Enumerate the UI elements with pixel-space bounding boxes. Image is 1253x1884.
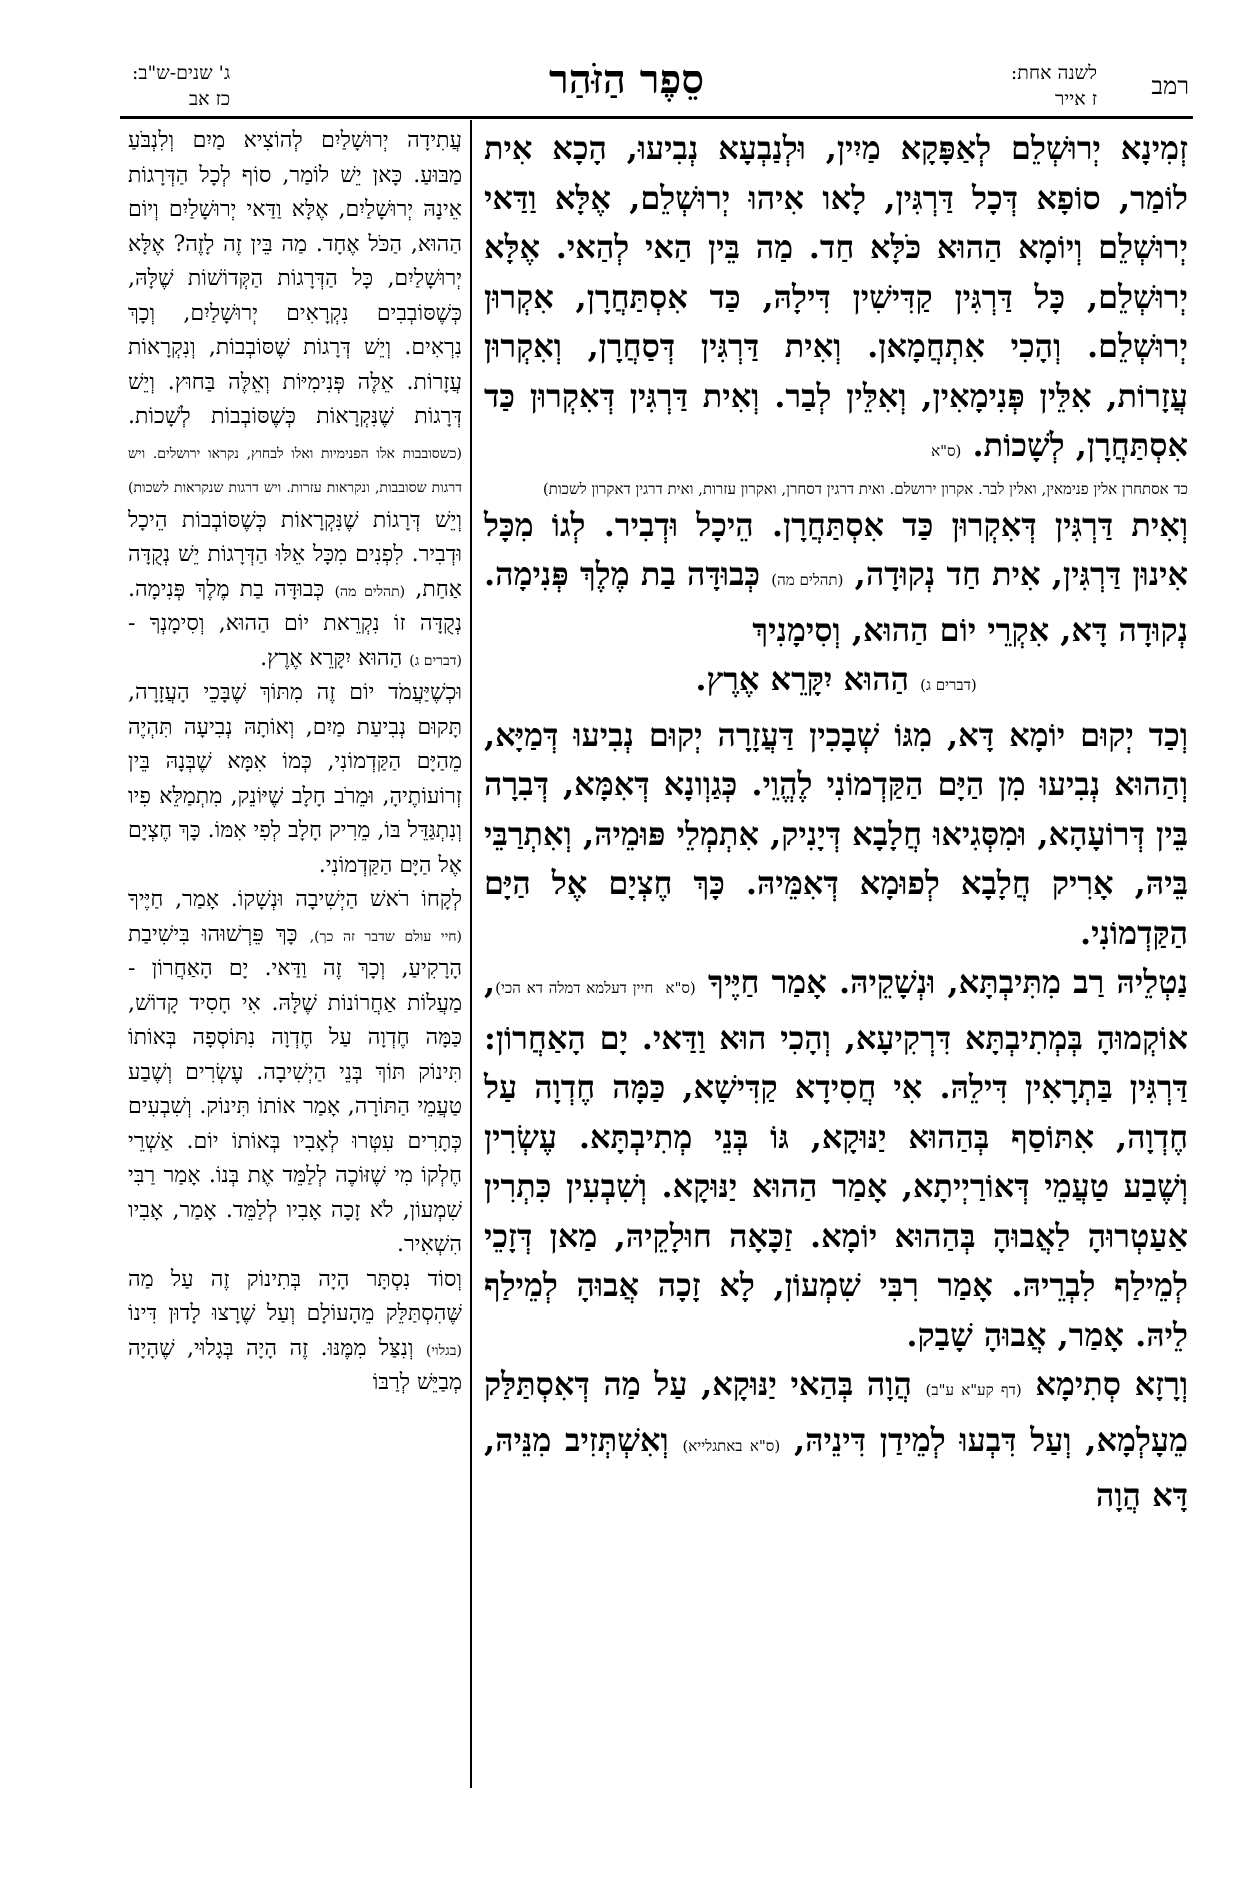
- main-text: וְכַד יְקוּם יוֹמָא דָּא, מִגּוֹ שְׁבָכִין דַּעֲזָרָה יְקוּם נְבִיעוּ דְּמַיָּא, וְהַהוּא נְבִיעוּ מִן הַיָּם הַקַּדְמוֹנִי לֶהֱוֵי. כְּגַוְונָא דְּאִמָּא, דְּבִרָה בֵּין דְּרוֹעָהָא, וּמִסְּגִיאוּ חֲלָבָא דְּיָנִיק, אִתְמְלֵי פּוּמֵיהּ, וְאִתְרַבֵּי בֵּיהּ, אָרִיק חֲלָבָא לְפוּמָא דְּאִמֵּיהּ. כָּךְ חֶצְיָם אֶל הַיָּם הַקַּדְמוֹנִי.: [484, 715, 1189, 952]
- main-text: הֲוָה בְּהַאי יַנּוּקָא, עַל מַה דְּאִסְתַּלַּק מֵעָלְמָא, וְעַל דִּבְעוּ לְמֵידַן דִּינֵיהּ,: [484, 1365, 1189, 1459]
- gloss-variant: (ס"א באתגלייא): [682, 1436, 781, 1455]
- header-right-line1: לשנה אחת:: [1010, 62, 1097, 84]
- side-paragraph-2: [128, 676, 462, 883]
- column-separator: [470, 120, 472, 1788]
- main-text: וְרָזָא סְתִימָא: [1035, 1365, 1188, 1403]
- main-text: הַהוּא יִקָּרֵא אֶרֶץ.: [695, 660, 909, 698]
- header-left-line2: כז אב: [189, 88, 231, 110]
- side-gloss: (בגלוי): [425, 1342, 462, 1359]
- gloss-ref: (ס"א: [931, 442, 962, 460]
- side-verse-ref: (תהלים מה): [334, 583, 406, 600]
- main-paragraph-1b: [484, 501, 1188, 656]
- translation-column: [128, 124, 462, 1401]
- gloss-variant: כד אסתחרן אלין פנימאין, ואלין לבר. אקרון ירושלם. ואית דרגין דסחרן, ואקרון עזרות, ואית דרגין דאקרון לשכות): [542, 479, 1188, 498]
- side-verse-ref: (דברים ג): [409, 652, 462, 669]
- side-paragraph-3: [128, 883, 462, 1263]
- side-paragraph-1: [128, 124, 462, 676]
- main-paragraph-3: [484, 958, 1188, 1360]
- main-text: וְאִית דַּרְגִּין דְּאִקְרוּן כַּד אִסְתַּחֲרָן. הֵיכָל וּדְבִיר. לְגוֹ מִכָּל אִינוּן דַּרְגִּין, אִית חַד נְקוּדָה,: [484, 505, 1189, 593]
- side-text: עֲתִידָה יְרוּשָׁלַיִם לְהוֹצִיא מַיִם וְלִנְבֹּעַ מַבּוּעַ. כָּאן יֵשׁ לוֹמַר, סוֹף לְכָל הַדְּרָגוֹת אֵינָהּ יְרוּשָׁלַיִם, אֶלָּא וַדַּאי יְרוּשָׁלַיִם וְיוֹם הַהוּא, הַכֹּל אֶחָד. מַה בֵּין זֶה לָזֶה? אֶלָּא יְרוּשָׁלַיִם, כָּל הַדְּרָגוֹת הַקְּדוֹשׁוֹת שֶׁלָּהּ, כְּשֶׁסּוֹבְבִים נִקְרָאִים יְרוּשָׁלַיִם, וְכָךְ נִרְאִים. וְיֵשׁ דְּרָגוֹת שֶׁסּוֹבְבוֹת, וְנִקְרָאוֹת עֲזָרוֹת. אֵלֶּה פְּנִימִיּוֹת וְאֵלֶּה בַּחוּץ. וְיֵשׁ דְּרָגוֹת שֶׁנִּקְרָאוֹת כְּשֶׁסּוֹבְבוֹת לְשָׁכוֹת.: [128, 128, 462, 429]
- side-gloss: (חיי עולם שדבר זה כך),: [309, 928, 462, 945]
- header-rule: [120, 116, 1193, 119]
- gloss-variant: חיין דעלמא דמלה דא הכי): [495, 979, 654, 997]
- main-text: כְּבוּדָּה בַת מֶלֶךְ פְּנִימָה. נְקוּדָה דָּא, אִקְרֵי יוֹם הַהוּא, וְסִימָנִיךְ: [484, 555, 1188, 649]
- side-text: וְסוֹד נִסְתָּר הָיָה בְּתִינוֹק זֶה עַל מַה שֶּׁהִסְתַּלֵּק מֵהָעוֹלָם וְעַל שֶׁרָצוּ לָדוּן דִּינוֹ: [128, 1266, 462, 1326]
- side-text: הַהוּא יִקָּרֵא אֶרֶץ.: [260, 645, 403, 671]
- main-text: נַטְלֵיהּ רַב מִתִּיבְתָּא, וּנְשָׁקֵיהּ. אָמַר חַיֶּיךָ: [707, 963, 1189, 1001]
- header-left-line1: ג' שנים-ש"ב:: [132, 62, 231, 84]
- main-paragraph-1: [484, 124, 1188, 477]
- side-gloss: (כשסובבות אלו הפנימיות ואלו לבחוץ, נקראו ירושלים. ויש דרגות שסובבות, ונקראות עזרות. ויש דרגות שנקראות לשכות): [128, 445, 462, 496]
- header-right-line2: ז אייר: [1054, 88, 1097, 110]
- book-title: סֵפֶר הַזֹּהַר: [549, 56, 704, 103]
- side-text: וּכְשֶׁיַּעֲמֹד יוֹם זֶה מִתּוֹךְ שֶׁבָּכֵי הָעֲזָרָה, תָּקוּם נְבִיעַת מַיִם, וְאוֹתָהּ נְבִיעָה תִּהְיֶה מֵהַיָּם הַקַּדְמוֹנִי, כְּמוֹ אִמָּא שֶׁבְּנָהּ בֵּין זְרוֹעוֹתֶיהָ, וּמֵרֹב חָלָב שֶׁיּוֹנֵק, מִתְמַלֵּא פִיו וְנִתְגַּדֵּל בּוֹ, מֵרִיק חָלָב לְפִי אִמּוֹ. כָּךְ חֶצְיָם אֶל הַיָּם הַקַּדְמוֹנִי.: [128, 680, 462, 878]
- header-schedule-left: [132, 60, 230, 112]
- main-text: זְמִינָא יְרוּשְׁלֵם לְאַפָּקָא מַיִין, וּלְנַבְעָא נְבִיעוּ, הָכָא אִית לוֹמַר, סוֹפָא דְּכָל דַּרְגִּין, לָאו אִיהוּ יְרוּשְׁלֵם, אֶלָּא וַדַּאי יְרוּשְׁלֵם וְיוֹמָא הַהוּא כֹּלָּא חַד. מַה בֵּין הַאי לְהַאי. אֶלָּא יְרוּשְׁלֵם, כָּל דַּרְגִּין קַדִּישִׁין דִּילָהּ, כַּד אִסְתַּחֲרָן, אִקְרוּן יְרוּשְׁלֵם. וְהָכִי אִתְחֲמָאן. וְאִית דַּרְגִּין דְּסַחֲרָן, וְאִקְרוּן עֲזָרוֹת, אִלֵּין פְּנִימָאִין, וְאִלֵּין לְבַר. וְאִית דַּרְגִּין דְּאִקְרוּן כַּד אִסְתַּחֲרָן, לְשָׁכוֹת.: [484, 129, 1188, 464]
- main-text-column: [484, 124, 1188, 1521]
- verse-ref: (דברים ג): [920, 676, 977, 694]
- main-text: וְאִשְׁתְּזִיב מִנֵּיהּ, דָּא הֲוָה: [484, 1420, 1188, 1514]
- gloss-ref: (ס"א: [665, 979, 696, 997]
- side-paragraph-4: [128, 1263, 462, 1401]
- page-number: רמב: [1151, 72, 1189, 100]
- verse-ref: (תהלים מה): [771, 571, 844, 589]
- side-text: לְקָחוֹ רֹאשׁ הַיְשִׁיבָה וּנְשָׁקוֹ. אָמַר, חַיֶּיךָ: [128, 887, 462, 912]
- main-paragraph-1d: [484, 655, 1188, 711]
- side-text: וְיֵשׁ דְּרָגוֹת שֶׁנִּקְרָאוֹת כְּשֶׁסּוֹבְבוֹת הֵיכָל וּדְבִיר. לִפְנִים מִכָּל אֵלּוּ הַדְּרָגוֹת יֵשׁ נְקֻדָּה אַחַת,: [128, 507, 463, 602]
- main-paragraph-2: [484, 711, 1188, 959]
- main-paragraph-4: [484, 1360, 1188, 1521]
- side-text: כָּךְ פֵּרְשׁוּהוּ בִּישִׁיבַת הָרָקִיעַ, וְכָךְ זֶה וַדַּאי. יָם הָאַחֲרוֹן - מַעֲלוֹת אַחֲרוֹנוֹת שֶׁלָּהּ. אִי חָסִיד קָדוֹשׁ, כַּמָּה חֶדְוָה עַל חֶדְוָה נִתּוֹסְפָה בְּאוֹתוֹ תִּינוֹק תּוֹךְ בְּנֵי הַיְשִׁיבָה. עֶשְׂרִים וְשֶׁבַע טַעֲמֵי הַתּוֹרָה, אָמַר אוֹתוֹ תִּינוֹק. וְשִׁבְעִים כְּתָרִים עִטְּרוּ לְאָבִיו בְּאוֹתוֹ יוֹם. אַשְׁרֵי חֶלְקוֹ מִי שֶׁזּוֹכֶה לְלַמֵּד אֶת בְּנוֹ. אָמַר רַבִּי שִׁמְעוֹן, לֹא זָכָה אָבִיו לְלַמֵּד. אָמַר, אָבִיו הִשְׁאִיר.: [128, 921, 462, 1257]
- side-text: כְּבוּדָּה בַת מֶלֶךְ פְּנִימָה. נְקֻדָּה זוֹ נִקְרֵאת יוֹם הַהוּא, וְסִימָנְךָ -: [128, 576, 462, 636]
- side-text: וְנִצַּל מִמֶּנּוּ. זֶה הָיָה בְּגָלוּי, שֶׁהָיָה מְבַיֵּשׁ לְרַבּוֹ: [128, 1335, 462, 1395]
- folio-ref: (דף קע"א ע"ב): [925, 1381, 1022, 1399]
- main-text: , אוֹקְמוּהָ בְּמְתִיבְתָּא דִּרְקִיעָא, וְהָכִי הוּא וַדַּאי. יָם הָאַחֲרוֹן: דַּרְגִּין בַּתְרָאִין דִּילֵהּ. אִי חֲסִידָא קַדִּישָׁא, כַּמָּה חֶדְוָה עַל חֶדְוָה, אִתּוֹסַף בְּהַהוּא יַנּוּקָא, גּוֹ בְּנֵי מְתִיבְתָּא. עֶשְׂרִין וְשֶׁבַע טַעֲמֵי דְּאוֹרַיְיתָא, אָמַר הַהוּא יַנּוּקָא. וְשִׁבְעִין כִּתְרִין אַעַטְרוּהָ לַאֲבוּהָ בְּהַהוּא יוֹמָא. זַכָּאָה חוּלָקֵיהּ, מַאן דְּזָכֵי לְמֵילַף לִבְרֵיהּ. אָמַר רִבִּי שִׁמְעוֹן, לָא זָכָה אֲבוּהָ לְמֵילַף לֵיהּ. אָמַר, אֲבוּהָ שָׁבַק.: [484, 963, 1188, 1354]
